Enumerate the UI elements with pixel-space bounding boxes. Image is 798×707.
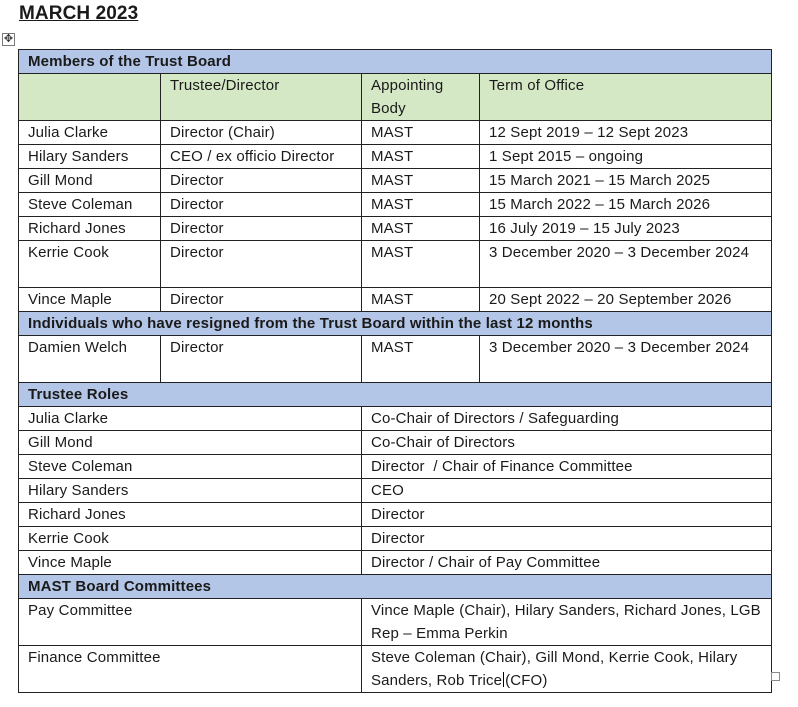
section-title: Trustee Roles <box>19 383 772 407</box>
member-body: MAST <box>362 145 480 169</box>
column-header-trustee: Trustee/Director <box>161 74 362 121</box>
table-row <box>19 217 772 241</box>
member-role: CEO / ex officio Director <box>161 145 362 169</box>
trustee-name: Hilary Sanders <box>19 479 362 503</box>
table-row <box>19 193 772 217</box>
member-name: Julia Clarke <box>19 121 161 145</box>
column-header-appointing-body: Appointing Body <box>362 74 480 121</box>
table-row <box>19 431 772 455</box>
table-row <box>19 336 772 383</box>
section-title: MAST Board Committees <box>19 575 772 599</box>
trustee-name: Kerrie Cook <box>19 527 362 551</box>
table-row <box>19 479 772 503</box>
member-body: MAST <box>362 241 480 288</box>
member-role: Director (Chair) <box>161 121 362 145</box>
trustee-role: CEO <box>362 479 772 503</box>
table-row <box>19 169 772 193</box>
member-body: MAST <box>362 288 480 312</box>
trustee-name: Vince Maple <box>19 551 362 575</box>
trustee-role: Director <box>362 527 772 551</box>
member-term: 12 Sept 2019 – 12 Sept 2023 <box>480 121 772 145</box>
member-name: Vince Maple <box>19 288 161 312</box>
member-role: Director <box>161 288 362 312</box>
member-term: 20 Sept 2022 – 20 September 2026 <box>480 288 772 312</box>
table-row <box>19 646 772 693</box>
member-body: MAST <box>362 193 480 217</box>
resize-square-icon[interactable] <box>771 672 780 681</box>
section-header-committees <box>19 575 772 599</box>
move-arrows-icon[interactable]: ✥ <box>3 33 14 45</box>
member-name: Richard Jones <box>19 217 161 241</box>
trust-board-table <box>18 49 772 693</box>
member-name: Hilary Sanders <box>19 145 161 169</box>
committee-members <box>362 646 772 693</box>
member-role: Director <box>161 336 362 383</box>
member-term: 1 Sept 2015 – ongoing <box>480 145 772 169</box>
member-term: 15 March 2021 – 15 March 2025 <box>480 169 772 193</box>
table-row <box>19 527 772 551</box>
committee-members-text: Steve Coleman (Chair), Gill Mond, Kerrie Cook, Hilary Sanders, Rob Trice <box>371 649 738 689</box>
column-header-term: Term of Office <box>480 74 772 121</box>
section-header-roles <box>19 383 772 407</box>
trustee-name: Julia Clarke <box>19 407 362 431</box>
committee-members: Vince Maple (Chair), Hilary Sanders, Richard Jones, LGB Rep – Emma Perkin <box>362 599 772 646</box>
page-title: MARCH 2023 <box>19 3 139 24</box>
text-cursor <box>503 672 504 687</box>
table-row <box>19 121 772 145</box>
table-row <box>19 145 772 169</box>
table-row <box>19 241 772 288</box>
member-body: MAST <box>362 336 480 383</box>
trustee-name: Steve Coleman <box>19 455 362 479</box>
member-role: Director <box>161 169 362 193</box>
table-row <box>19 455 772 479</box>
section-header-resigned <box>19 312 772 336</box>
section-title: Individuals who have resigned from the Trust Board within the last 12 months <box>19 312 772 336</box>
table-row <box>19 551 772 575</box>
column-header-empty <box>19 74 161 121</box>
member-body: MAST <box>362 121 480 145</box>
section-header-members <box>19 50 772 74</box>
table-row <box>19 407 772 431</box>
table-row <box>19 288 772 312</box>
member-term: 16 July 2019 – 15 July 2023 <box>480 217 772 241</box>
trustee-role: Co-Chair of Directors / Safeguarding <box>362 407 772 431</box>
trustee-role: Director <box>362 503 772 527</box>
member-role: Director <box>161 217 362 241</box>
trustee-role: Co-Chair of Directors <box>362 431 772 455</box>
member-term: 3 December 2020 – 3 December 2024 <box>480 241 772 288</box>
committee-name: Pay Committee <box>19 599 362 646</box>
member-name: Gill Mond <box>19 169 161 193</box>
table-row <box>19 503 772 527</box>
trustee-role: Director / Chair of Pay Committee <box>362 551 772 575</box>
committee-members-suffix: (CFO) <box>505 672 548 689</box>
member-name: Damien Welch <box>19 336 161 383</box>
trustee-name: Richard Jones <box>19 503 362 527</box>
member-name: Steve Coleman <box>19 193 161 217</box>
member-term: 15 March 2022 – 15 March 2026 <box>480 193 772 217</box>
trustee-name: Gill Mond <box>19 431 362 455</box>
member-body: MAST <box>362 169 480 193</box>
member-body: MAST <box>362 217 480 241</box>
table-row <box>19 599 772 646</box>
trustee-role: Director / Chair of Finance Committee <box>362 455 772 479</box>
committee-name: Finance Committee <box>19 646 362 693</box>
section-title: Members of the Trust Board <box>19 50 772 74</box>
member-role: Director <box>161 193 362 217</box>
member-term: 3 December 2020 – 3 December 2024 <box>480 336 772 383</box>
member-name: Kerrie Cook <box>19 241 161 288</box>
column-header-row <box>19 74 772 121</box>
member-role: Director <box>161 241 362 288</box>
